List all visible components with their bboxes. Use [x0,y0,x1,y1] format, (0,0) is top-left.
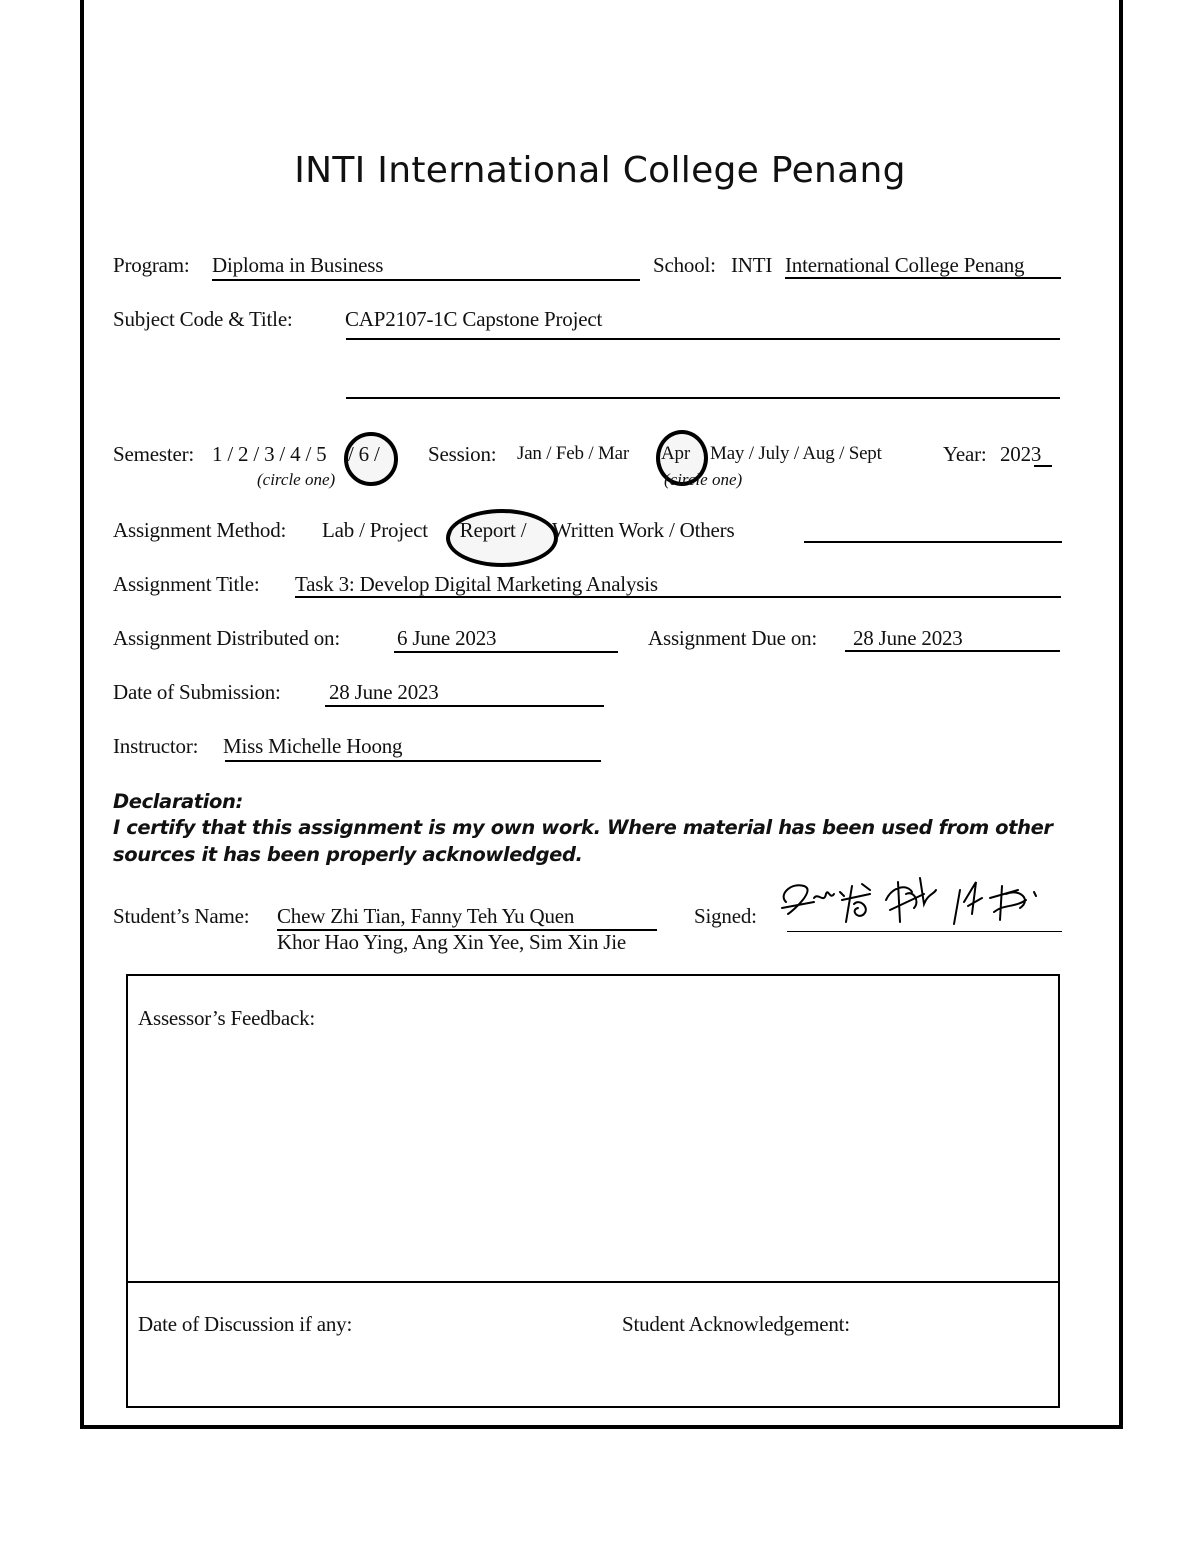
school-underline [785,277,1061,279]
method-options-before: Lab / Project [322,518,428,542]
year-label: Year: [943,442,987,466]
school-label: School: [653,253,716,277]
declaration-heading: Declaration: [113,790,243,813]
student-names-line-1: Chew Zhi Tian, Fanny Teh Yu Quen [277,904,575,928]
session-hint: (circle one) [664,470,743,489]
distributed-underline [394,651,618,653]
submission-underline [325,705,604,707]
program-label: Program: [113,253,190,277]
method-circled-option: / Report / [449,518,527,542]
assignment-title-underline [295,596,1061,598]
year-value: 2023 [1000,442,1042,466]
semester-options: 1 / 2 / 3 / 4 / 5 [212,442,327,466]
declaration-line-1: I certify that this assignment is my own work. Where material has been used from other [113,816,1053,839]
method-underline [804,541,1062,543]
student-acknowledgement-label: Student Acknowledgement: [622,1312,850,1336]
subject-value: CAP2107-1C Capstone Project [345,307,603,331]
assessor-feedback-label: Assessor’s Feedback: [138,1006,316,1030]
subject-label: Subject Code & Title: [113,307,293,331]
session-options-before: Jan / Feb / Mar [517,443,630,464]
semester-hint: (circle one) [257,470,336,489]
session-options-after: May / July / Aug / Sept [710,443,882,464]
submission-value: 28 June 2023 [329,680,439,704]
school-value: International College Penang [785,253,1025,277]
instructor-underline [225,760,601,762]
program-value: Diploma in Business [212,253,384,277]
student-names-line-2: Khor Hao Ying, Ang Xin Yee, Sim Xin Jie [277,930,627,954]
session-circled-option: Apr [661,443,690,464]
subject-underline-1 [346,338,1060,340]
school-prefix: INTI [731,253,773,277]
semester-circled-option: / 6 / [348,442,380,466]
page-title: INTI International College Penang [294,150,906,191]
method-label: Assignment Method: [113,518,287,542]
due-label: Assignment Due on: [648,626,818,650]
feedback-divider [128,1281,1058,1283]
due-value: 28 June 2023 [853,626,963,650]
signatures-image [774,864,1064,932]
semester-tail [392,442,398,457]
student-name-label: Student’s Name: [113,904,250,928]
assessor-feedback-box [126,974,1060,1408]
signed-label: Signed: [694,904,757,928]
discussion-date-label: Date of Discussion if any: [138,1312,353,1336]
method-options-after: Written Work / Others [552,518,735,542]
assignment-title-value: Task 3: Develop Digital Marketing Analysis [295,572,658,596]
semester-label: Semester: [113,442,195,466]
distributed-label: Assignment Distributed on: [113,626,340,650]
declaration-line-2: sources it has been properly acknowledged. [113,843,583,866]
assignment-title-label: Assignment Title: [113,572,260,596]
distributed-value: 6 June 2023 [397,626,497,650]
program-underline [212,279,640,281]
subject-underline-2 [346,397,1060,399]
instructor-label: Instructor: [113,734,199,758]
due-underline [845,650,1060,652]
year-underline [1034,465,1052,467]
submission-label: Date of Submission: [113,680,281,704]
session-label: Session: [428,442,497,466]
instructor-value: Miss Michelle Hoong [223,734,403,758]
